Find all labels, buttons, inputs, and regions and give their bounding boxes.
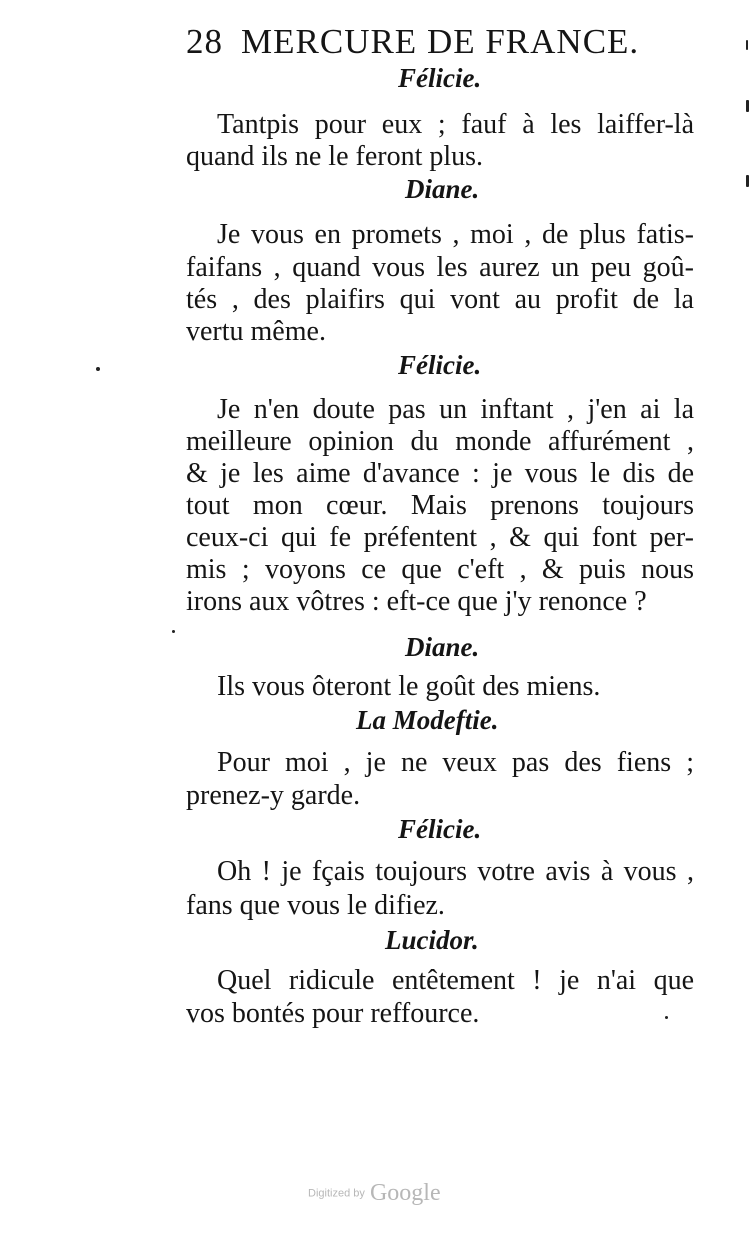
speaker-name: Diane. bbox=[405, 174, 480, 204]
text-line: fans que vous le difiez. bbox=[186, 890, 445, 921]
scan-speck bbox=[172, 630, 175, 633]
text-line: Quel ridicule entêtement ! je n'ai que bbox=[217, 965, 694, 996]
speaker-name: Diane. bbox=[405, 632, 480, 662]
text-line: tés , des plaifirs qui vont au profit de la bbox=[186, 284, 694, 315]
scan-speck bbox=[746, 40, 748, 50]
running-header bbox=[186, 22, 666, 66]
text-line: mis ; voyons ce que c'eft , & puis nous bbox=[186, 554, 694, 585]
scan-speck bbox=[665, 1016, 668, 1019]
text-line: tout mon cœur. Mais prenons toujours bbox=[186, 490, 694, 521]
speaker-name: Félicie. bbox=[398, 350, 482, 380]
text-line: Je n'en doute pas un inftant , j'en ai la bbox=[217, 394, 694, 425]
text-line: quand ils ne le feront plus. bbox=[186, 141, 484, 172]
speaker-name: Félicie. bbox=[398, 814, 482, 844]
digitization-watermark bbox=[308, 1180, 441, 1207]
speaker-name: La Modeftie. bbox=[356, 705, 499, 735]
google-logo: Google bbox=[369, 1180, 441, 1206]
scan-speck bbox=[746, 100, 749, 112]
scan-speck bbox=[96, 367, 100, 371]
text-line: irons aux vôtres : eft-ce que j'y renonce ? bbox=[186, 586, 647, 617]
text-line: meilleure opinion du monde affurément , bbox=[186, 426, 694, 457]
text-line: prenez-y garde. bbox=[186, 780, 361, 811]
text-line: Je vous en promets , moi , de plus fatis- bbox=[217, 219, 694, 250]
digitized-by-label: Digitized by bbox=[308, 1187, 365, 1200]
scan-speck bbox=[746, 175, 749, 187]
text-line: faifans , quand vous les aurez un peu goû- bbox=[186, 252, 694, 283]
text-line: & je les aime d'avance : je vous le dis de bbox=[186, 458, 694, 489]
text-line: Tantpis pour eux ; fauf à les laiffer-là bbox=[217, 109, 694, 140]
text-line: Ils vous ôteront le goût des miens. bbox=[217, 671, 601, 702]
running-title: MERCURE DE FRANCE. bbox=[241, 22, 640, 61]
speaker-name: Félicie. bbox=[398, 63, 482, 93]
text-line: vertu même. bbox=[186, 316, 326, 347]
speaker-name: Lucidor. bbox=[385, 925, 479, 955]
page-number: 28 bbox=[186, 22, 223, 61]
text-line: ceux-ci qui fe préfentent , & qui font per- bbox=[186, 522, 694, 553]
text-line: Pour moi , je ne veux pas des fiens ; bbox=[217, 747, 694, 778]
text-line: vos bontés pour reffource. bbox=[186, 998, 480, 1029]
text-line: Oh ! je fçais toujours votre avis à vous , bbox=[217, 856, 694, 887]
